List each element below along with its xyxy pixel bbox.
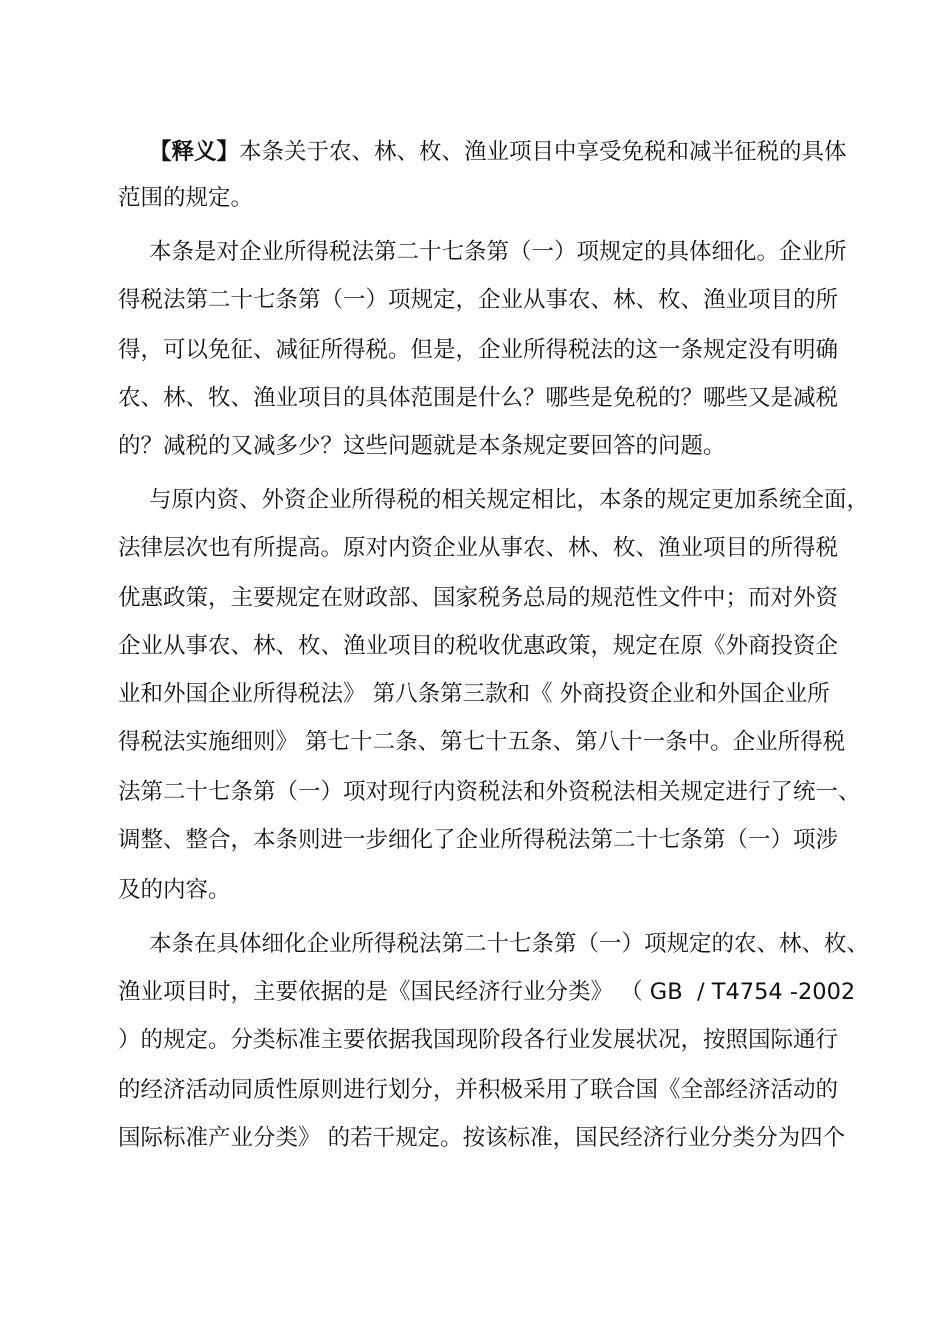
paragraph-2-line-4: 农、林、牧、渔业项目的具体范围是什么？哪些是免税的？哪些又是减税 [118,385,839,411]
paragraph-3-line-6: 得税法实施细则》 第七十二条、第七十五条、第八十一条中。企业所得税 [118,729,846,755]
paragraph-3-line-7: 法第二十七条第（一）项对现行内资税法和外资税法相关规定进行了统一、 [118,779,861,805]
paragraph-1-line-1-text: 本条关于农、林、枚、渔业项目中享受免税和减半征税的具体 [239,139,847,165]
paragraph-2-line-3: 得，可以免征、减征所得税。但是，企业所得税法的这一条规定没有明确 [118,337,839,363]
paragraph-4-line-5: 国际标准产业分类》 的若干规定。按该标准，国民经济行业分类分为四个 [118,1125,846,1151]
paragraph-2-line-5: 的？减税的又减多少？这些问题就是本条规定要回答的问题。 [118,433,726,459]
paragraph-3-line-1: 与原内资、外资企业所得税的相关规定相比，本条的规定更加系统全面， [149,487,870,513]
paragraph-3-line-8: 调整、整合，本条则进一步细化了企业所得税法第二十七条第（一）项涉 [118,827,839,853]
paragraph-1-line-1 [149,137,847,167]
paragraph-4-line-1: 本条在具体细化企业所得税法第二十七条第（一）项规定的农、林、枚、 [149,931,870,957]
definition-label: 【释义】 [149,139,240,165]
paragraph-1-line-2: 范围的规定。 [118,185,254,211]
paragraph-3-line-5: 业和外国企业所得税法》 第八条第三款和《 外商投资企业和外国企业所 [118,681,830,707]
paragraph-3-line-2: 法律层次也有所提高。原对内资企业从事农、林、枚、渔业项目的所得税 [118,535,839,561]
paragraph-3-line-4: 企业从事农、林、枚、渔业项目的税收优惠政策，规定在原《外商投资企 [118,633,839,659]
paragraph-4-line-2: 渔业项目时，主要依据的是《国民经济行业分类》 （ GB / T4754 -2002 [118,979,856,1005]
paragraph-3-line-9: 及的内容。 [118,877,231,903]
paragraph-2-line-2: 得税法第二十七条第（一）项规定，企业从事农、林、枚、渔业项目的所 [118,287,839,313]
paragraph-4-line-4: 的经济活动同质性原则进行划分，并积极采用了联合国《全部经济活动的 [118,1077,839,1103]
paragraph-4-line-3: ）的规定。分类标准主要依据我国现阶段各行业发展状况，按照国际通行 [118,1027,839,1053]
paragraph-3-line-3: 优惠政策，主要规定在财政部、国家税务总局的规范性文件中；而对外资 [118,585,839,611]
paragraph-2-line-1: 本条是对企业所得税法第二十七条第（一）项规定的具体细化。企业所 [149,239,847,265]
